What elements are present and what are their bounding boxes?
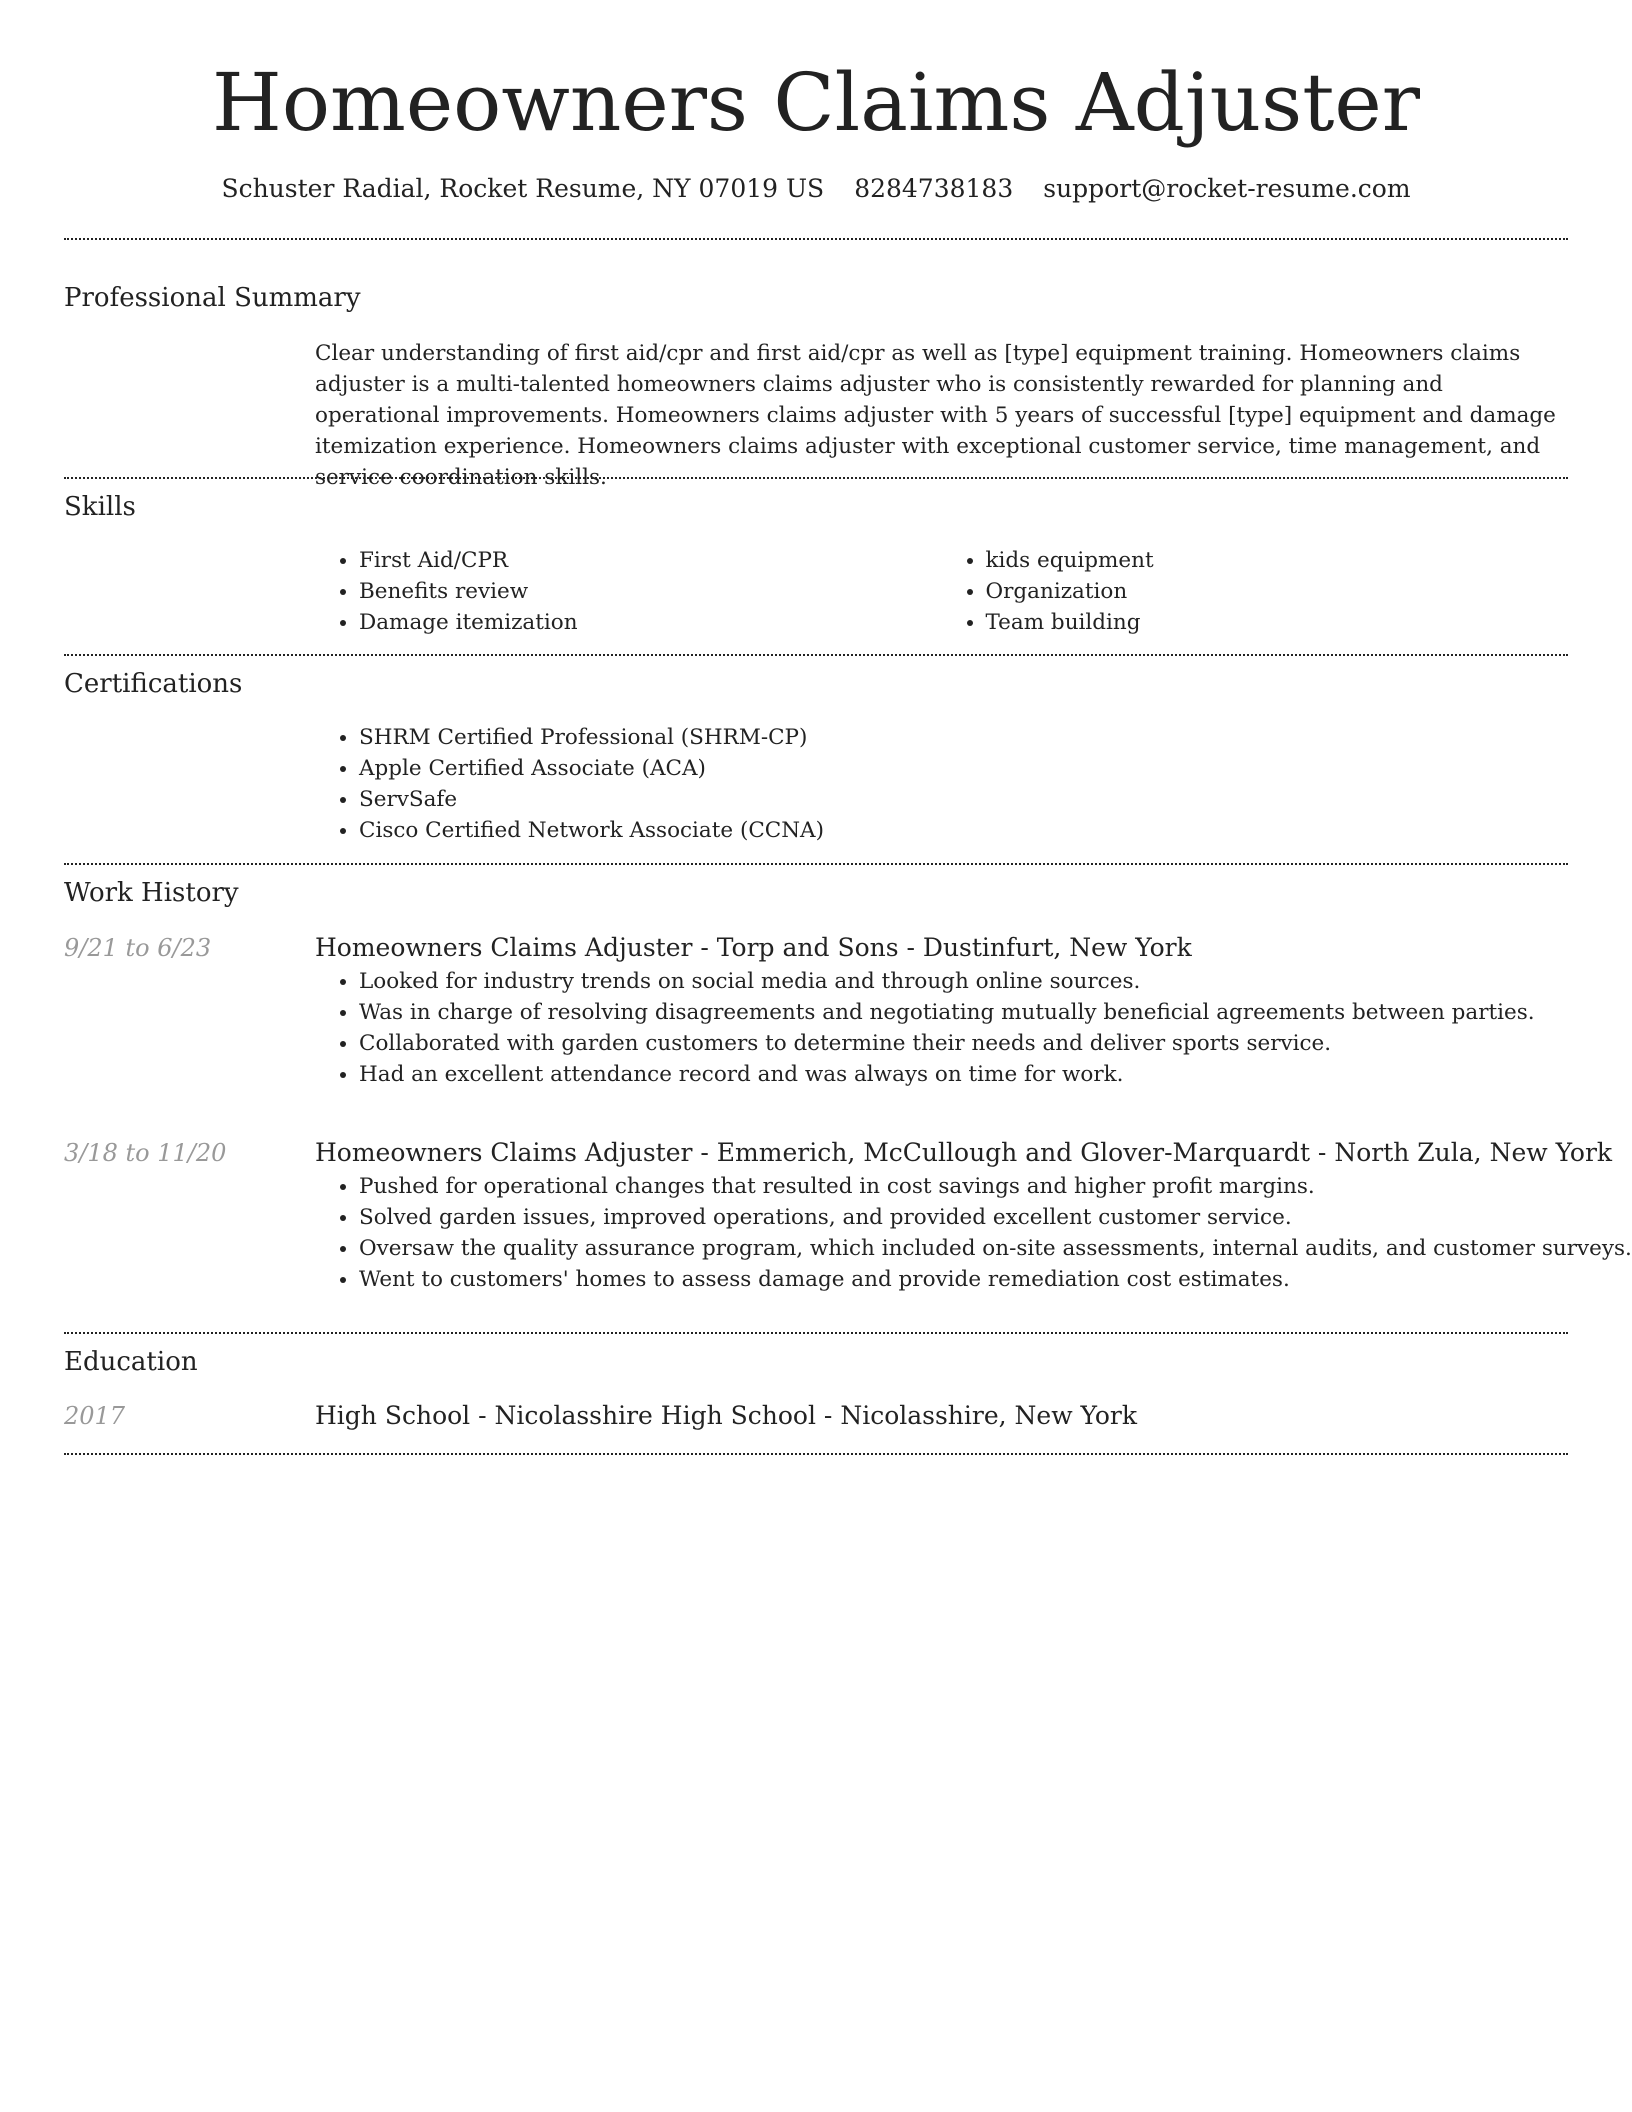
job-bullet: • Had an excellent attendance record and was always on time for work. [359,1059,1568,1090]
section-title-work-history: Work History [64,878,239,908]
skill-item: • Organization [986,576,1569,607]
job-bullet: • Collaborated with garden customers to determine their needs and deliver sports service. [359,1028,1568,1059]
certification-item: • Cisco Certified Network Associate (CCNA) [359,815,1568,846]
certification-item: • SHRM Certified Professional (SHRM-CP) [359,722,1568,753]
job-details: - Torp and Sons - Dustinfurt, New York [692,933,1192,962]
skill-item: • Damage itemization [359,607,942,638]
skills-list-left [315,545,942,638]
certification-item: • ServSafe [359,784,1568,815]
certifications-block [315,722,1568,846]
job-bullets [315,1171,1632,1295]
job-bullet: • Oversaw the quality assurance program, which included on-site assessments, internal audits, and customer surveys. [359,1233,1568,1264]
divider [64,477,1568,479]
address: Schuster Radial, Rocket Resume, NY 07019 US [221,174,825,203]
education-heading [315,1398,1568,1434]
divider [64,654,1568,656]
job-heading [315,1135,1613,1171]
section-title-skills: Skills [64,492,136,522]
divider [64,863,1568,865]
section-title-certifications: Certifications [64,669,243,699]
job-entry [315,930,1568,1090]
education-details: - Nicolasshire High School - Nicolasshire, New York [470,1401,1138,1430]
job-bullet: • Solved garden issues, improved operations, and provided excellent customer service. [359,1202,1568,1233]
job-entry [315,1135,1632,1295]
job-heading [315,930,1568,966]
summary-text: Clear understanding of first aid/cpr and first aid/cpr as well as [type] equipment training. Homeowners claims adjuster is a multi-talented homeowners claims adjuster who is consistently rewarded for planning and operational improvements. Homeowners claims adjuster with 5 years of successful [type] equipment and damage itemization experience. Homeowners claims adjuster with exceptional customer service, time management, and service coordination skills. [315,341,1556,490]
job-details: - Emmerich, McCullough and Glover-Marquardt - North Zula, New York [692,1138,1613,1167]
summary-block [315,338,1568,493]
skill-item: • Team building [986,607,1569,638]
contact-line [64,170,1568,208]
certifications-list [315,722,1568,846]
skills-grid [315,545,1568,638]
job-dates: 3/18 to 11/20 [64,1139,227,1167]
skills-list-right [942,545,1569,638]
candidate-name: Homeowners Claims Adjuster [212,56,1420,149]
phone: 8284738183 [854,174,1014,203]
skill-item: • Benefits review [359,576,942,607]
divider [64,1332,1568,1334]
job-dates: 9/21 to 6/23 [64,934,212,962]
certification-item: • Apple Certified Associate (ACA) [359,753,1568,784]
email: support@rocket-resume.com [1043,174,1411,203]
job-bullet: • Went to customers' homes to assess damage and provide remediation cost estimates. [359,1264,1568,1295]
job-role: Homeowners Claims Adjuster [315,933,693,962]
divider [64,238,1568,240]
skill-item: • kids equipment [986,545,1569,576]
job-role: Homeowners Claims Adjuster [315,1138,693,1167]
skill-item: • First Aid/CPR [359,545,942,576]
section-title-summary: Professional Summary [64,283,361,313]
job-bullets [315,966,1568,1090]
job-bullet: • Looked for industry trends on social media and through online sources. [359,966,1568,997]
job-bullet: • Was in charge of resolving disagreements and negotiating mutually beneficial agreements between parties. [359,997,1568,1028]
divider [64,1453,1568,1455]
education-degree: High School [315,1401,471,1430]
job-bullet: • Pushed for operational changes that resulted in cost savings and higher profit margins. [359,1171,1568,1202]
education-year: 2017 [64,1402,126,1430]
skills-block [315,545,1568,638]
education-entry [315,1398,1568,1434]
section-title-education: Education [64,1347,198,1377]
